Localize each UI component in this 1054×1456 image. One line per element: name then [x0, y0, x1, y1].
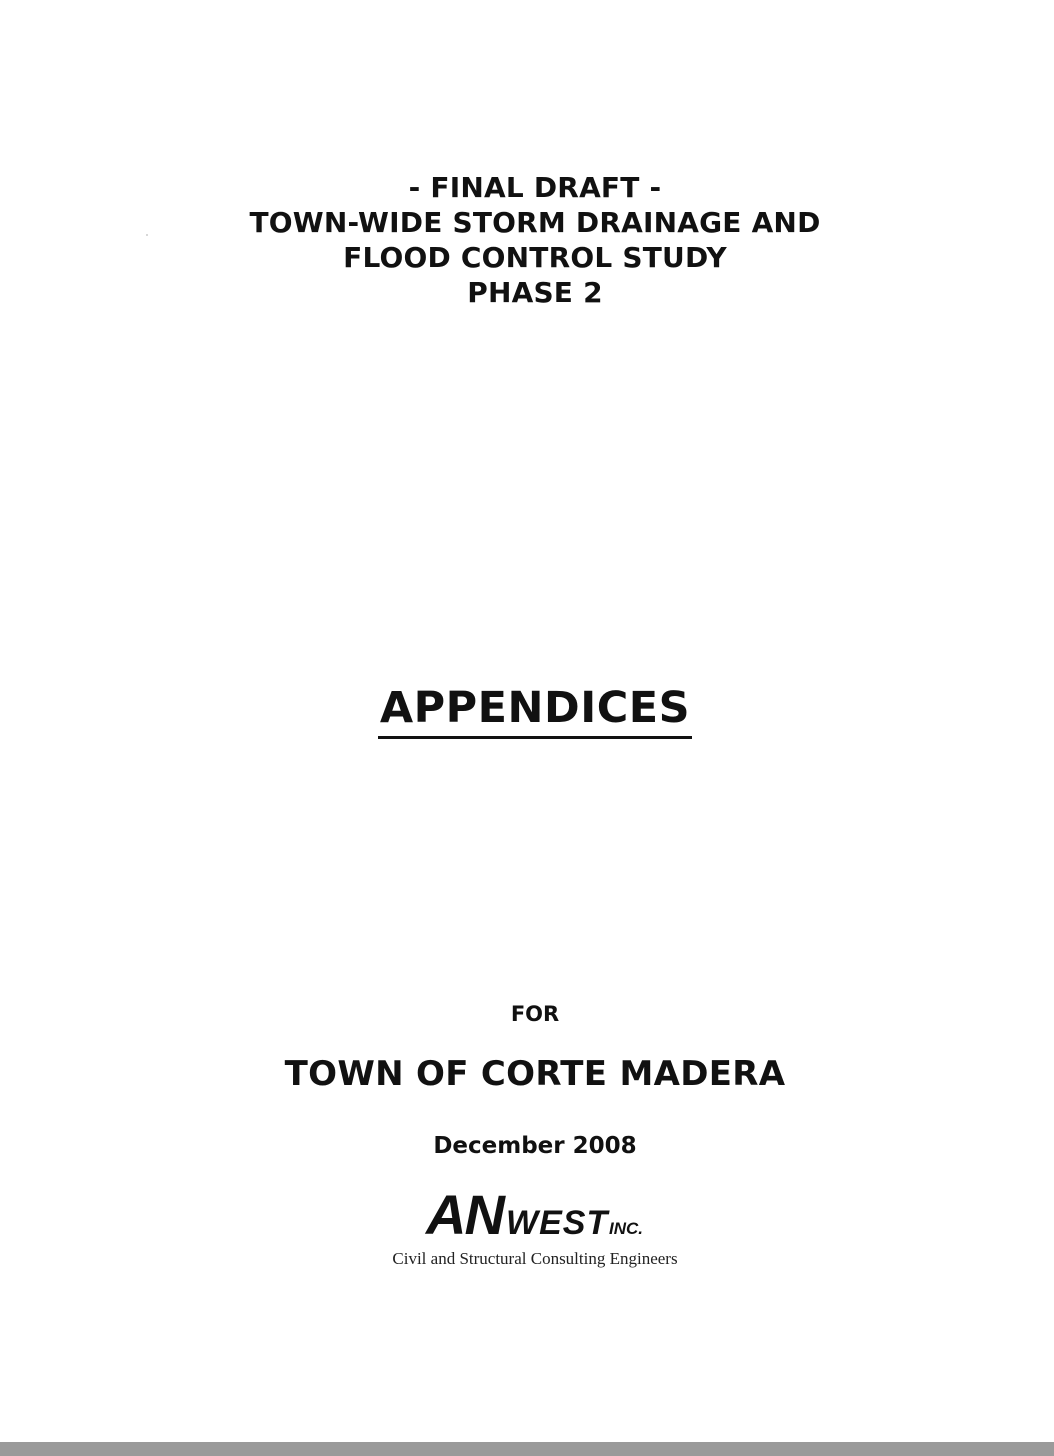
logo-west: WEST — [506, 1204, 609, 1242]
title-line-draft: - FINAL DRAFT - — [408, 171, 662, 204]
title-line-study-name: TOWN-WIDE STORM DRAINAGE AND — [249, 206, 821, 239]
company-tagline: Civil and Structural Consulting Engineers — [392, 1249, 678, 1268]
logo-an: AN — [426, 1186, 503, 1246]
logo-inc: INC. — [609, 1219, 643, 1238]
section-heading — [0, 682, 1054, 739]
title-line-study-name-cont: FLOOD CONTROL STUDY — [343, 241, 727, 274]
for-label: FOR — [510, 1002, 560, 1026]
title-line-phase: PHASE 2 — [467, 276, 603, 309]
appendices-heading: APPENDICES — [378, 682, 692, 739]
scan-edge-bar — [0, 1442, 1054, 1456]
document-date: December 2008 — [433, 1133, 637, 1159]
company-logo — [414, 1186, 654, 1246]
client-name: TOWN OF CORTE MADERA — [284, 1054, 786, 1094]
scan-speck — [146, 234, 148, 236]
document-title — [0, 170, 1054, 310]
